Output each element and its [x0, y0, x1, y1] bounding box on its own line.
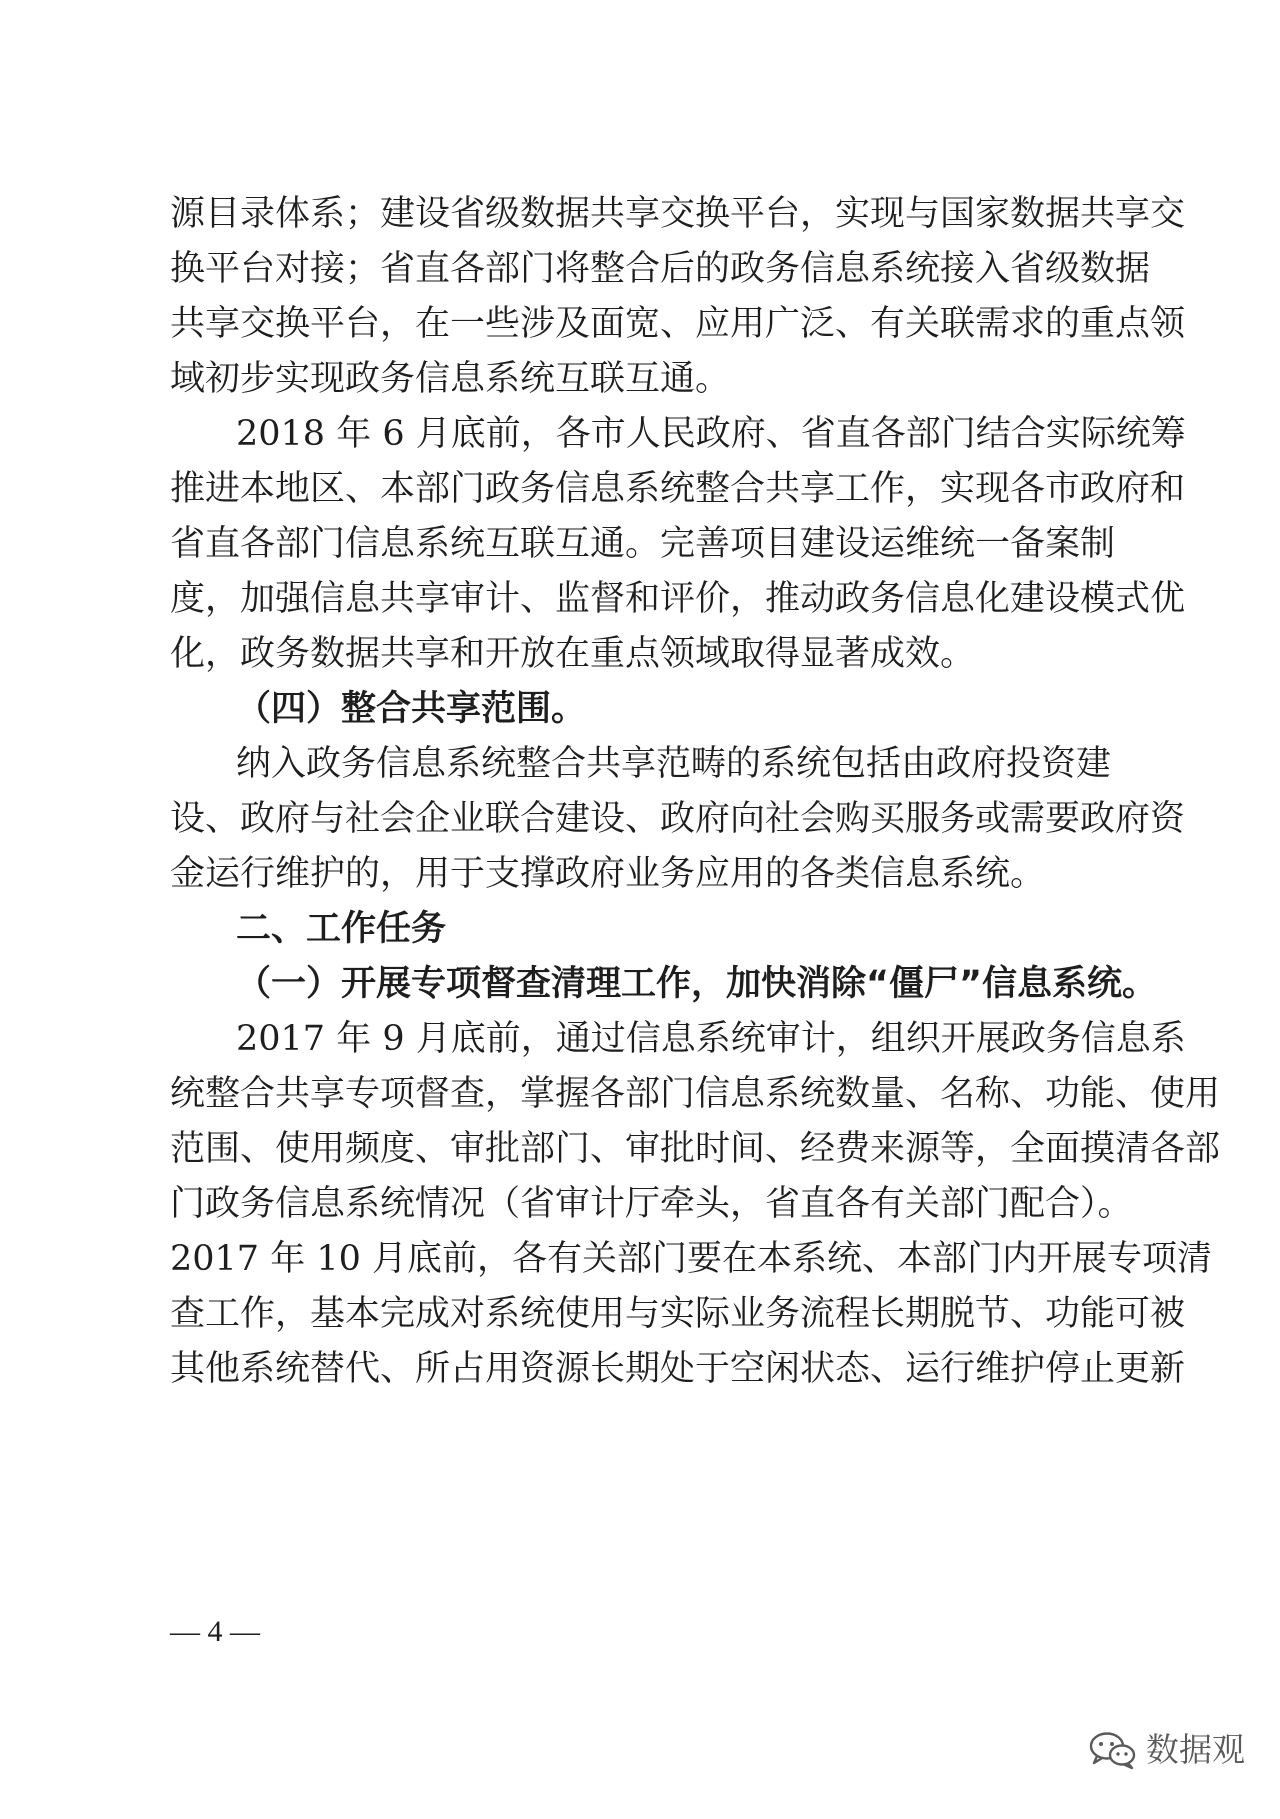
body-text-line: 金运行维护的，用于支撑政府业务应用的各类信息系统。: [170, 854, 1046, 894]
body-text-line: 2017 年 10 月底前，各有关部门要在本系统、本部门内开展专项清: [170, 1239, 1212, 1279]
body-text-line: 推进本地区、本部门政务信息系统整合共享工作，实现各市政府和: [170, 469, 1186, 509]
body-text-line: 范围、使用频度、审批部门、审批时间、经费来源等，全面摸清各部: [170, 1129, 1221, 1169]
body-text-line: 省直各部门信息系统互联互通。完善项目建设运维统一备案制: [170, 524, 1116, 564]
wechat-icon: [1088, 1730, 1138, 1770]
body-text-line: 设、政府与社会企业联合建设、政府向社会购买服务或需要政府资: [170, 799, 1186, 839]
section-heading: （一）开展专项督查清理工作，加快消除“僵尸”信息系统。: [236, 964, 1158, 1004]
body-text-line: 门政务信息系统情况（省审计厅牵头，省直各有关部门配合）。: [170, 1184, 1133, 1224]
body-text-line: 源目录体系；建设省级数据共享交换平台，实现与国家数据共享交: [170, 194, 1186, 234]
section-heading: （四）整合共享范围。: [236, 689, 587, 729]
body-text-line: 域初步实现政务信息系统互联互通。: [170, 359, 731, 399]
body-text-line: 2018 年 6 月底前，各市人民政府、省直各部门结合实际统筹: [236, 414, 1186, 454]
body-text-line: 统整合共享专项督查，掌握各部门信息系统数量、名称、功能、使用: [170, 1074, 1221, 1114]
section-heading: 二、工作任务: [236, 909, 447, 949]
body-text-line: 度，加强信息共享审计、监督和评价，推动政务信息化建设模式优: [170, 579, 1186, 619]
page-number: — 4 —: [170, 1615, 260, 1648]
body-text-line: 2017 年 9 月底前，通过信息系统审计，组织开展政务信息系: [236, 1019, 1186, 1059]
body-text-line: 其他系统替代、所占用资源长期处于空闲状态、运行维护停止更新: [170, 1349, 1186, 1389]
watermark-text: 数据观: [1146, 1730, 1245, 1769]
body-text-line: 换平台对接；省直各部门将整合后的政务信息系统接入省级数据: [170, 249, 1151, 289]
body-text-line: 纳入政务信息系统整合共享范畴的系统包括由政府投资建: [236, 744, 1112, 784]
body-text-line: 查工作，基本完成对系统使用与实际业务流程长期脱节、功能可被: [170, 1294, 1186, 1334]
watermark: [1088, 1730, 1245, 1770]
body-text-line: 化，政务数据共享和开放在重点领域取得显著成效。: [170, 634, 976, 674]
body-text-line: 共享交换平台，在一些涉及面宽、应用广泛、有关联需求的重点领: [170, 304, 1186, 344]
